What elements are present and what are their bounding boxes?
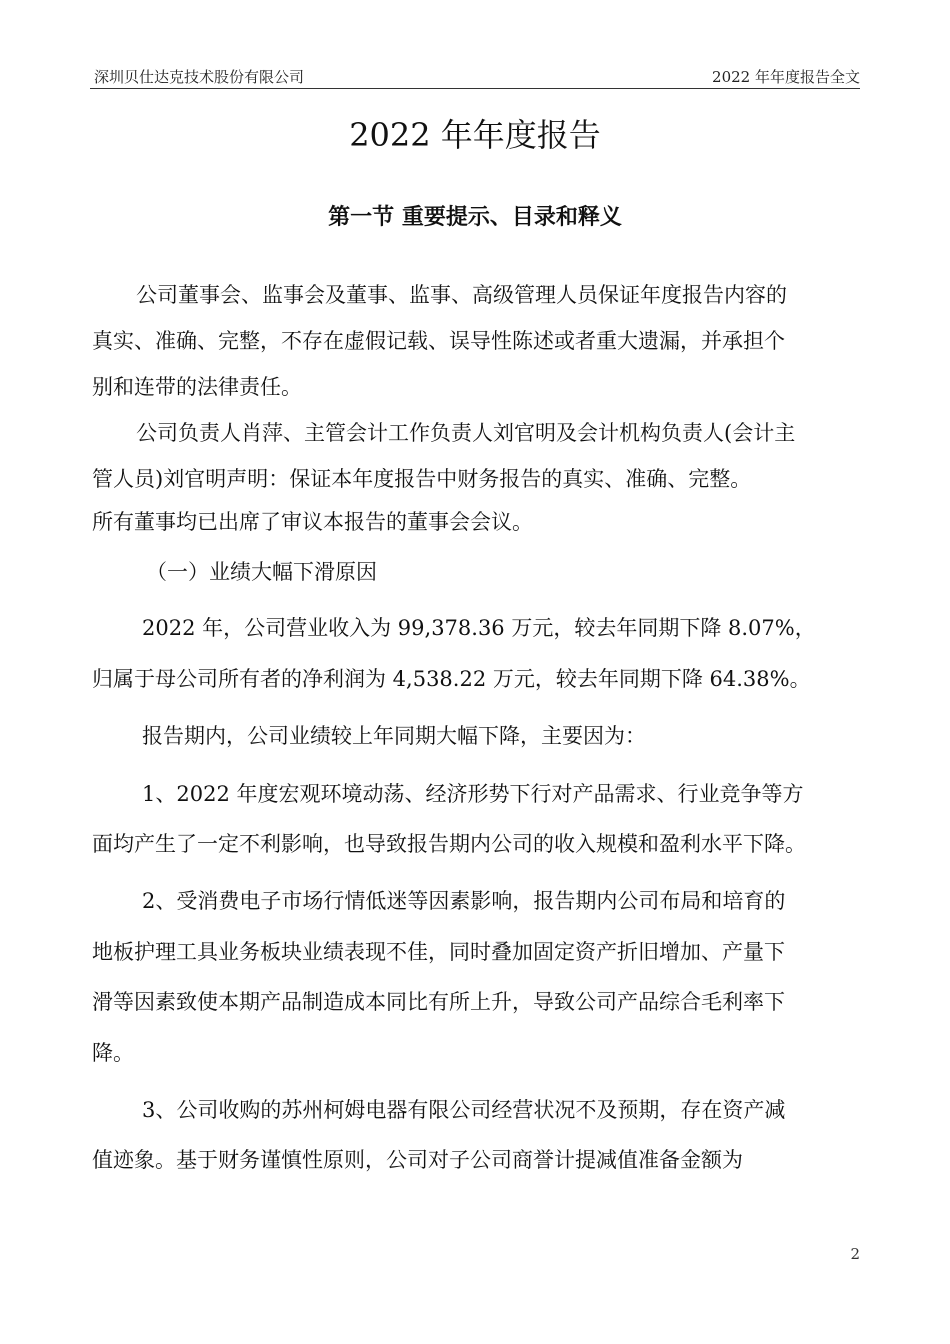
body-line: 值迹象。基于财务谨慎性原则，公司对子公司商誉计提减值准备金额为	[92, 1148, 743, 1172]
body-line: 2、受消费电子市场行情低迷等因素影响，报告期内公司布局和培育的	[142, 889, 786, 913]
body-line: 归属于母公司所有者的净利润为 4,538.22 万元，较去年同期下降 64.38%。	[92, 667, 811, 691]
header-divider	[90, 88, 860, 89]
body-line: 面均产生了一定不利影响，也导致报告期内公司的收入规模和盈利水平下降。	[92, 832, 806, 856]
body-line: 别和连带的法律责任。	[92, 375, 302, 399]
report-title: 2022 年年度报告	[349, 116, 601, 154]
section-title: 第一节 重要提示、目录和释义	[328, 204, 622, 230]
header-company: 深圳贝仕达克技术股份有限公司	[94, 68, 305, 86]
body-line: 滑等因素致使本期产品制造成本同比有所上升，导致公司产品综合毛利率下	[92, 990, 785, 1014]
body-line: 报告期内，公司业绩较上年同期大幅下降，主要因为：	[142, 724, 646, 748]
body-line: 公司负责人肖萍、主管会计工作负责人刘官明及会计机构负责人(会计主	[136, 421, 796, 445]
body-line: 1、2022 年度宏观环境动荡、经济形势下行对产品需求、行业竞争等方	[142, 782, 804, 806]
page-number: 2	[850, 1245, 860, 1263]
header-doc-title: 2022 年年度报告全文	[712, 68, 860, 86]
body-line: 3、公司收购的苏州柯姆电器有限公司经营状况不及预期，存在资产减	[142, 1098, 786, 1122]
body-line: 管人员)刘官明声明：保证本年度报告中财务报告的真实、准确、完整。	[92, 467, 752, 491]
body-line: 2022 年，公司营业收入为 99,378.36 万元，较去年同期下降 8.07%，	[142, 616, 816, 640]
body-line: 地板护理工具业务板块业绩表现不佳，同时叠加固定资产折旧增加、产量下	[92, 940, 785, 964]
body-line: 真实、准确、完整，不存在虚假记载、误导性陈述或者重大遗漏，并承担个	[92, 329, 785, 353]
body-line: 降。	[92, 1041, 134, 1065]
body-line: 所有董事均已出席了审议本报告的董事会会议。	[92, 510, 533, 534]
subsection-heading: （一）业绩大幅下滑原因	[146, 560, 377, 584]
body-line: 公司董事会、监事会及董事、监事、高级管理人员保证年度报告内容的	[136, 283, 787, 307]
